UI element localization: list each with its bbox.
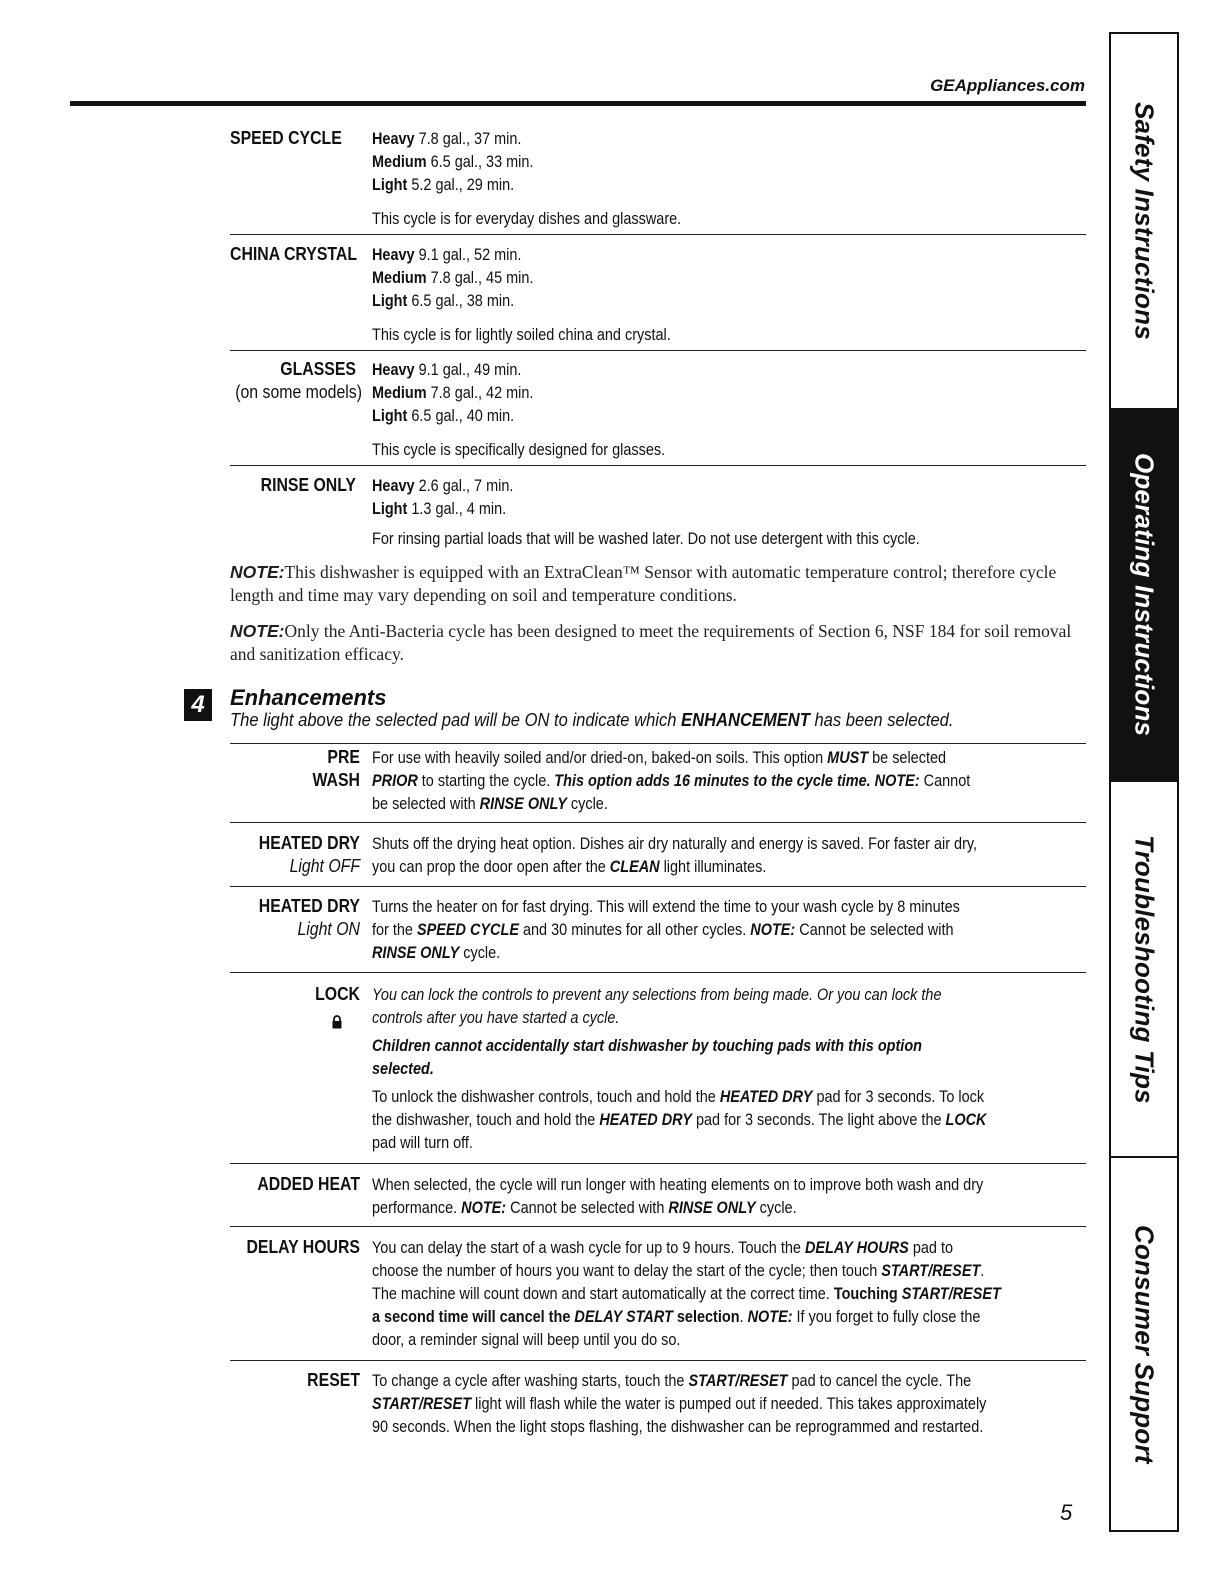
option-desc-lock: You can lock the controls to prevent any selections from being made. Or you can lock the controls after you have started a cycle. bbox=[372, 985, 942, 1027]
cycle-row: Heavy 7.8 gal., 37 min. bbox=[372, 129, 522, 148]
cycle-name-china-crystal: CHINA CRYSTAL bbox=[230, 244, 358, 264]
option-warning-lock: Children cannot accidentally start dishwasher by touching pads with this option selected. bbox=[372, 1036, 922, 1078]
divider bbox=[230, 234, 1086, 235]
tab-operating-instructions[interactable]: Operating Instructions bbox=[1111, 408, 1177, 782]
option-name-heated-dry-off: HEATED DRY Light OFF bbox=[258, 833, 360, 876]
cycle-row: Heavy 9.1 gal., 49 min. bbox=[372, 360, 522, 379]
cycle-row: Medium 7.8 gal., 45 min. bbox=[372, 268, 534, 287]
option-desc-heated-dry-on: Turns the heater on for fast drying. This will extend the time to your wash cycle by 8 minutes for the SPEED CYCLE and 30 minutes for all other cycles. NOTE: Cannot be selected with RINSE ONLY cycle. bbox=[372, 897, 960, 962]
cycle-row: Light 6.5 gal., 38 min. bbox=[372, 291, 515, 310]
option-name-added-heat: ADDED HEAT bbox=[257, 1174, 360, 1194]
option-unlock-lock: To unlock the dishwasher controls, touch and hold the HEATED DRY pad for 3 seconds. To lock the dishwasher, touch and hold the HEATED DRY pad for 3 seconds. The light above the LOCK pad will turn off. bbox=[372, 1087, 987, 1152]
header-rule bbox=[70, 101, 1086, 106]
option-desc-added-heat: When selected, the cycle will run longer with heating elements on to improve both wash and dry performance. NOTE: Cannot be selected with RINSE ONLY cycle. bbox=[372, 1175, 984, 1217]
option-name-heated-dry-on: HEATED DRY Light ON bbox=[258, 896, 360, 939]
note-nsf: NOTE:Only the Anti-Bacteria cycle has been designed to meet the requirements of Section 6, NSF 184 for soil removal and sanitization efficacy. bbox=[230, 621, 1072, 664]
divider bbox=[230, 465, 1086, 466]
cycle-row: Light 5.2 gal., 29 min. bbox=[372, 175, 515, 194]
option-desc-prewash: For use with heavily soiled and/or dried-on, baked-on soils. This option MUST be selected PRIOR to starting the cycle. This option adds 16 minutes to the cycle time. NOTE: Cannot be selected with RINSE ONLY cycle. bbox=[372, 748, 971, 813]
tab-troubleshooting-tips[interactable]: Troubleshooting Tips bbox=[1129, 834, 1160, 1104]
divider bbox=[230, 350, 1086, 351]
section-subtitle: The light above the selected pad will be ON to indicate which ENHANCEMENT has been selected. bbox=[230, 710, 954, 730]
cycle-desc: This cycle is for lightly soiled china and crystal. bbox=[372, 325, 671, 344]
option-desc-delay-hours: You can delay the start of a wash cycle for up to 9 hours. Touch the DELAY HOURS pad to choose the number of hours you want to delay the start of the cycle; then touch START/RESET. The machine will count down and start automatically at the correct time. Touching START/RESET a second time will cancel the DELAY START selection. NOTE: If you forget to fully close the door, a reminder signal will beep until you do so. bbox=[372, 1238, 1001, 1349]
section-title: Enhancements bbox=[230, 685, 387, 710]
divider bbox=[230, 1163, 1086, 1164]
section-sidebar bbox=[1109, 32, 1179, 1532]
cycle-row: Heavy 9.1 gal., 52 min. bbox=[372, 245, 522, 264]
option-name-delay-hours: DELAY HOURS bbox=[246, 1237, 360, 1257]
option-desc-reset: To change a cycle after washing starts, touch the START/RESET pad to cancel the cycle. The START/RESET light will flash while the water is pumped out if needed. This takes approximately 90 seconds. When the light stops flashing, the dishwasher can be reprogrammed and restarted. bbox=[372, 1371, 987, 1436]
cycle-row: Medium 6.5 gal., 33 min. bbox=[372, 152, 534, 171]
page-number: 5 bbox=[1060, 1500, 1073, 1525]
divider bbox=[230, 886, 1086, 887]
section-badge: 4 bbox=[184, 689, 212, 721]
cycle-name-speed: SPEED CYCLE bbox=[230, 128, 342, 148]
divider bbox=[230, 1226, 1086, 1227]
cycle-row: Heavy 2.6 gal., 7 min. bbox=[372, 476, 514, 495]
cycle-desc: For rinsing partial loads that will be washed later. Do not use detergent with this cycle. bbox=[372, 529, 920, 548]
option-name-lock: LOCK bbox=[315, 984, 360, 1004]
tab-consumer-support[interactable]: Consumer Support bbox=[1129, 1224, 1160, 1464]
cycle-name-rinse-only: RINSE ONLY bbox=[260, 475, 356, 495]
note-sensor: NOTE:This dishwasher is equipped with an ExtraClean™ Sensor with automatic temperature control; therefore cycle length and time may vary depending on soil and temperature conditions. bbox=[230, 562, 1057, 605]
divider bbox=[230, 972, 1086, 973]
option-name-reset: RESET bbox=[307, 1370, 360, 1390]
cycle-desc: This cycle is specifically designed for glasses. bbox=[372, 440, 666, 459]
lock-icon bbox=[330, 1015, 344, 1029]
cycle-row: Light 6.5 gal., 40 min. bbox=[372, 406, 515, 425]
divider bbox=[230, 743, 1086, 744]
cycle-row: Light 1.3 gal., 4 min. bbox=[372, 499, 507, 518]
option-desc-heated-dry-off: Shuts off the drying heat option. Dishes air dry naturally and energy is saved. For faster air dry, you can prop the door open after the CLEAN light illuminates. bbox=[372, 834, 978, 876]
cycle-row: Medium 7.8 gal., 42 min. bbox=[372, 383, 534, 402]
cycle-desc: This cycle is for everyday dishes and glassware. bbox=[372, 209, 682, 228]
tab-safety-instructions[interactable]: Safety Instructions bbox=[1129, 102, 1160, 340]
cycle-sub: (on some models) bbox=[235, 382, 362, 402]
divider bbox=[230, 822, 1086, 823]
divider bbox=[230, 1360, 1086, 1361]
option-name-prewash: PRE WASH bbox=[312, 747, 360, 790]
site-url: GEAppliances.com bbox=[930, 76, 1085, 95]
cycle-name-glasses: GLASSES bbox=[280, 359, 356, 379]
